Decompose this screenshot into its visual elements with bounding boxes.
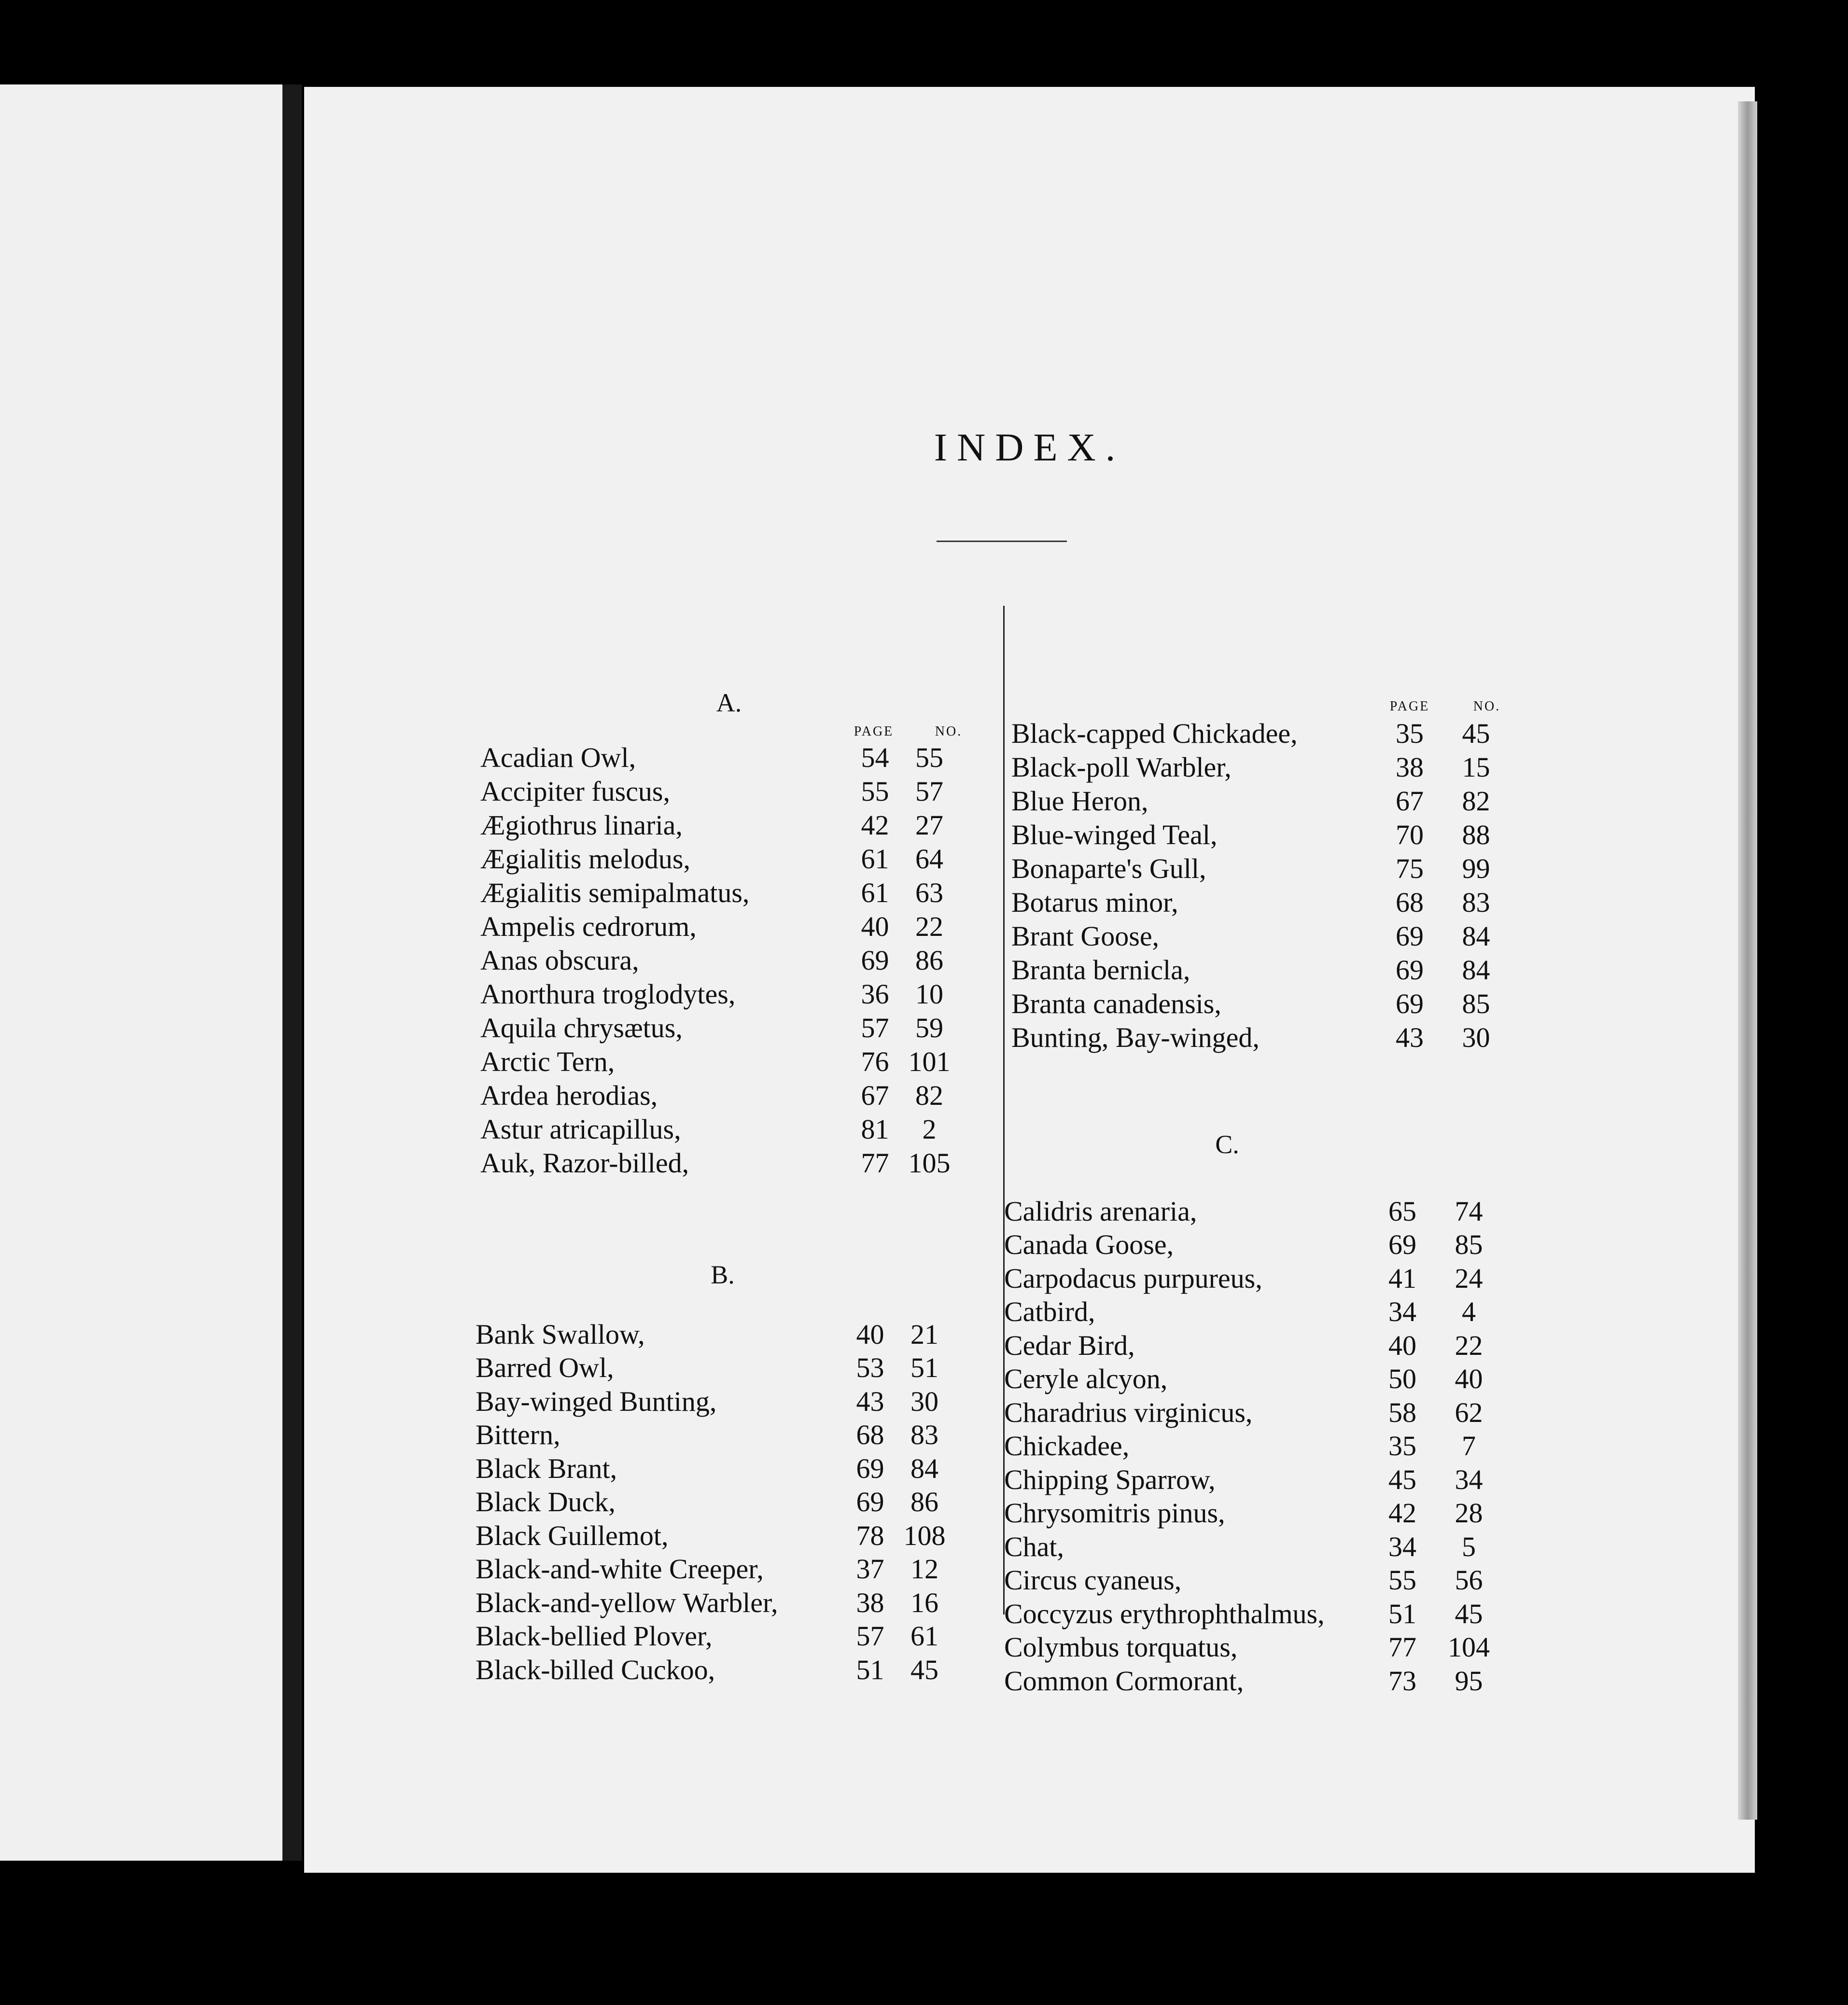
entry-page: 40 (1388, 1329, 1416, 1361)
page-edge (1738, 101, 1757, 1820)
index-entry (480, 876, 961, 909)
index-entry (480, 775, 961, 808)
entry-page: 69 (861, 944, 889, 976)
entry-number: 5 (1462, 1531, 1476, 1562)
entry-number: 61 (910, 1620, 938, 1652)
entry-number: 16 (910, 1587, 938, 1618)
index-entry (476, 1553, 956, 1586)
entry-number: 56 (1455, 1564, 1483, 1596)
entry-name: Bank Swallow, (476, 1318, 645, 1350)
index-entry (1011, 784, 1511, 817)
entry-page: 51 (856, 1654, 884, 1685)
index-entry (476, 1452, 956, 1485)
entry-name: Chickadee, (1004, 1430, 1130, 1462)
entry-name: Canada Goose, (1004, 1229, 1174, 1260)
entry-number: 40 (1455, 1363, 1483, 1394)
entry-page: 37 (856, 1553, 884, 1585)
entry-number: 34 (1455, 1463, 1483, 1495)
entry-page: 61 (861, 843, 889, 875)
index-entry (1004, 1597, 1504, 1630)
entry-name: Ægialitis melodus, (480, 843, 690, 875)
entry-page: 55 (1388, 1564, 1416, 1596)
entry-page: 69 (856, 1486, 884, 1518)
entry-page: 34 (1388, 1531, 1416, 1562)
index-entry (476, 1419, 956, 1451)
entry-page: 69 (1396, 988, 1424, 1019)
entry-page: 42 (861, 809, 889, 841)
entry-page: 73 (1388, 1665, 1416, 1697)
entry-page: 77 (861, 1147, 889, 1179)
entry-name: Black-and-white Creeper, (476, 1553, 764, 1585)
entry-number: 64 (915, 843, 943, 875)
entry-number: 86 (915, 944, 943, 976)
entry-page: 50 (1388, 1363, 1416, 1394)
entry-name: Chrysomitris pinus, (1004, 1497, 1225, 1529)
index-entry (480, 1113, 961, 1145)
index-entry (480, 977, 961, 1010)
entry-page: 38 (1396, 751, 1424, 783)
entry-name: Black-bellied Plover, (476, 1620, 713, 1652)
entry-page: 81 (861, 1113, 889, 1145)
column-header-no-right: NO. (1473, 699, 1501, 714)
index-entry (1004, 1295, 1504, 1328)
index-entry (476, 1351, 956, 1384)
index-entry (1004, 1195, 1504, 1227)
entry-number: 7 (1462, 1430, 1476, 1462)
index-entry (1011, 717, 1511, 750)
title-rule (937, 541, 1067, 542)
index-entry (476, 1486, 956, 1518)
index-entry (476, 1318, 956, 1351)
book-gutter (282, 84, 302, 1861)
entry-name: Ægialitis semipalmatus, (480, 877, 750, 908)
index-entry (480, 808, 961, 841)
entry-page: 57 (856, 1620, 884, 1652)
index-entry (1004, 1430, 1504, 1462)
entry-number: 84 (1462, 954, 1490, 986)
entry-name: Catbird, (1004, 1296, 1095, 1327)
index-entry (1004, 1396, 1504, 1429)
entry-page: 41 (1388, 1262, 1416, 1294)
entry-number: 63 (915, 877, 943, 908)
entry-number: 62 (1455, 1396, 1483, 1428)
entry-page: 76 (861, 1045, 889, 1077)
entry-name: Ampelis cedrorum, (480, 910, 697, 942)
entry-name: Blue-winged Teal, (1011, 819, 1218, 850)
index-entry (476, 1586, 956, 1619)
entry-page: 69 (1396, 920, 1424, 952)
entry-name: Black-and-yellow Warbler, (476, 1587, 778, 1618)
entry-name: Barred Owl, (476, 1352, 614, 1383)
index-entry (480, 1079, 961, 1112)
entry-number: 55 (915, 741, 943, 773)
entry-page: 70 (1396, 819, 1424, 850)
entry-number: 22 (915, 910, 943, 942)
index-page (304, 87, 1755, 1873)
entry-number: 82 (915, 1079, 943, 1111)
entry-name: Aquila chrysætus, (480, 1012, 683, 1044)
index-entry (480, 741, 961, 774)
entry-page: 40 (861, 910, 889, 942)
entry-number: 30 (910, 1385, 938, 1417)
entry-name: Bay-winged Bunting, (476, 1385, 717, 1417)
entry-number: 28 (1455, 1497, 1483, 1529)
index-entry (480, 910, 961, 943)
entry-name: Circus cyaneus, (1004, 1564, 1182, 1596)
index-entry (1004, 1228, 1504, 1261)
entry-name: Ardea herodias, (480, 1079, 658, 1111)
entry-number: 59 (915, 1012, 943, 1044)
entry-number: 51 (910, 1352, 938, 1383)
entry-name: Brant Goose, (1011, 920, 1160, 952)
index-entry (476, 1385, 956, 1418)
entry-name: Branta bernicla, (1011, 954, 1190, 986)
index-entry (1004, 1530, 1504, 1563)
entry-name: Colymbus torquatus, (1004, 1631, 1238, 1663)
entry-number: 88 (1462, 819, 1490, 850)
entry-name: Auk, Razor-billed, (480, 1147, 689, 1179)
entry-page: 67 (861, 1079, 889, 1111)
index-entry (1011, 818, 1511, 851)
entry-number: 84 (1462, 920, 1490, 952)
entry-name: Cedar Bird, (1004, 1329, 1135, 1361)
index-entry (1011, 751, 1511, 783)
entry-page: 68 (856, 1419, 884, 1450)
index-entry (476, 1620, 956, 1653)
entry-name: Coccyzus erythrophthalmus, (1004, 1598, 1325, 1629)
entry-page: 45 (1388, 1463, 1416, 1495)
index-entry (1011, 987, 1511, 1020)
entry-number: 82 (1462, 785, 1490, 817)
entry-name: Ægiothrus linaria, (480, 809, 683, 841)
index-entry (1004, 1631, 1504, 1664)
section-letter-a: A. (716, 688, 742, 717)
index-entry (1004, 1262, 1504, 1295)
entry-page: 55 (861, 775, 889, 807)
entry-number: 57 (915, 775, 943, 807)
entry-page: 43 (1396, 1021, 1424, 1053)
column-header-page: PAGE (854, 724, 894, 739)
entry-page: 75 (1396, 852, 1424, 884)
entry-page: 40 (856, 1318, 884, 1350)
section-letter-c: C. (1215, 1130, 1239, 1159)
index-entry (480, 1045, 961, 1078)
index-entry (480, 944, 961, 976)
entry-name: Chat, (1004, 1531, 1064, 1562)
entry-page: 42 (1388, 1497, 1416, 1529)
entry-name: Ceryle alcyon, (1004, 1363, 1168, 1394)
entry-page: 34 (1388, 1296, 1416, 1327)
entry-page: 36 (861, 978, 889, 1010)
index-entry (1011, 852, 1511, 885)
entry-name: Botarus minor, (1011, 886, 1178, 918)
entry-name: Black Brant, (476, 1452, 617, 1484)
entry-page: 43 (856, 1385, 884, 1417)
entry-number: 85 (1455, 1229, 1483, 1260)
entry-name: Black-capped Chickadee, (1011, 717, 1298, 749)
entry-name: Anas obscura, (480, 944, 639, 976)
entry-page: 78 (856, 1519, 884, 1551)
entry-number: 45 (1455, 1598, 1483, 1629)
entry-name: Black Duck, (476, 1486, 616, 1518)
index-entry (1004, 1497, 1504, 1530)
entry-number: 108 (903, 1519, 946, 1551)
entry-page: 65 (1388, 1195, 1416, 1227)
entry-name: Black Guillemot, (476, 1519, 669, 1551)
entry-name: Common Cormorant, (1004, 1665, 1244, 1697)
entry-number: 99 (1462, 852, 1490, 884)
index-entry (480, 1146, 961, 1179)
entry-name: Bonaparte's Gull, (1011, 852, 1206, 884)
entry-page: 38 (856, 1587, 884, 1618)
entry-number: 21 (910, 1318, 938, 1350)
entry-name: Acadian Owl, (480, 741, 636, 773)
entry-name: Calidris arenaria, (1004, 1195, 1197, 1227)
index-entry (1004, 1363, 1504, 1395)
entry-page: 69 (1396, 954, 1424, 986)
section-letter-b: B. (711, 1260, 735, 1289)
facing-blank-page (0, 84, 282, 1861)
entry-page: 58 (1388, 1396, 1416, 1428)
index-entry (1004, 1463, 1504, 1496)
entry-name: Branta canadensis, (1011, 988, 1221, 1019)
entry-number: 10 (915, 978, 943, 1010)
entry-number: 95 (1455, 1665, 1483, 1697)
index-entry (1011, 1021, 1511, 1054)
entry-page: 54 (861, 741, 889, 773)
entry-number: 45 (910, 1654, 938, 1685)
index-entry (1011, 886, 1511, 919)
entry-page: 35 (1388, 1430, 1416, 1462)
entry-page: 51 (1388, 1598, 1416, 1629)
entry-number: 101 (908, 1045, 951, 1077)
entry-number: 27 (915, 809, 943, 841)
entry-number: 74 (1455, 1195, 1483, 1227)
entry-number: 30 (1462, 1021, 1490, 1053)
entry-name: Bunting, Bay-winged, (1011, 1021, 1260, 1053)
entry-number: 22 (1455, 1329, 1483, 1361)
entry-name: Accipiter fuscus, (480, 775, 670, 807)
entry-page: 77 (1388, 1631, 1416, 1663)
entry-number: 83 (910, 1419, 938, 1450)
index-entry (1011, 953, 1511, 986)
entry-number: 86 (910, 1486, 938, 1518)
index-entry (1004, 1564, 1504, 1597)
entry-page: 69 (856, 1452, 884, 1484)
index-entry (1004, 1329, 1504, 1362)
index-entry (480, 842, 961, 875)
column-header-page-right: PAGE (1389, 699, 1430, 714)
entry-name: Black-billed Cuckoo, (476, 1654, 715, 1685)
entry-page: 69 (1388, 1229, 1416, 1260)
entry-number: 83 (1462, 886, 1490, 918)
entry-number: 2 (922, 1113, 937, 1145)
entry-name: Chipping Sparrow, (1004, 1463, 1216, 1495)
entry-page: 35 (1396, 717, 1424, 749)
entry-number: 85 (1462, 988, 1490, 1019)
entry-name: Arctic Tern, (480, 1045, 615, 1077)
entry-number: 84 (910, 1452, 938, 1484)
entry-page: 68 (1396, 886, 1424, 918)
entry-page: 57 (861, 1012, 889, 1044)
index-entry (480, 1011, 961, 1044)
entry-number: 104 (1448, 1631, 1490, 1663)
entry-number: 105 (908, 1147, 951, 1179)
index-entry (1011, 919, 1511, 952)
entry-page: 53 (856, 1352, 884, 1383)
entry-page: 67 (1396, 785, 1424, 817)
entry-page: 61 (861, 877, 889, 908)
entry-name: Astur atricapillus, (480, 1113, 681, 1145)
page-title: INDEX. (934, 425, 1125, 469)
entry-number: 45 (1462, 717, 1490, 749)
index-entry (1004, 1664, 1504, 1697)
entry-number: 12 (910, 1553, 938, 1585)
entry-number: 15 (1462, 751, 1490, 783)
entry-number: 24 (1455, 1262, 1483, 1294)
entry-name: Blue Heron, (1011, 785, 1148, 817)
entry-name: Black-poll Warbler, (1011, 751, 1232, 783)
entry-name: Carpodacus purpureus, (1004, 1262, 1262, 1294)
index-entry (476, 1519, 956, 1552)
index-entry (476, 1653, 956, 1686)
entry-name: Charadrius virginicus, (1004, 1396, 1253, 1428)
entry-number: 4 (1462, 1296, 1476, 1327)
column-header-no: NO. (935, 724, 963, 739)
entry-name: Anorthura troglodytes, (480, 978, 736, 1010)
entry-name: Bittern, (476, 1419, 560, 1450)
